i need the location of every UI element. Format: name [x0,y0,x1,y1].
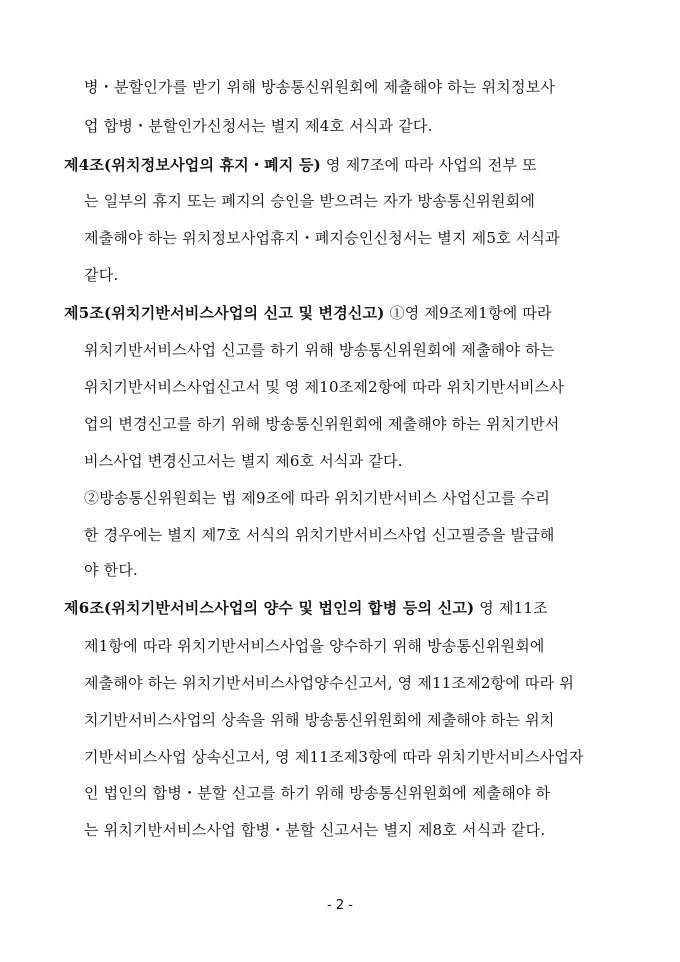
body-text: 치기반서비스사업의 상속을 위해 방송통신위원회에 제출해야 하는 위치 [84,711,555,729]
body-text: 영 제7조에 따라 사업의 전부 또 [320,156,537,174]
body-text: 한 경우에는 별지 제7호 서식의 위치기반서비스사업 신고필증을 발급해 [84,526,555,544]
article-4-heading: 제4조(위치정보사업의 휴지・폐지 등) [64,156,321,174]
body-text: 업 합병・분할인가신청서는 별지 제4호 서식과 같다. [84,117,433,135]
body-text: 영 제11조 [474,599,548,617]
body-text: 같다. [84,266,119,284]
body-text: 위치기반서비스사업신고서 및 영 제10조제2항에 따라 위치기반서비스사 [84,378,565,396]
body-text: 제출해야 하는 위치기반서비스사업양수신고서, 영 제11조제2항에 따라 위 [84,674,575,692]
body-text: 인 법인의 합병・분할 신고를 하기 위해 방송통신위원회에 제출해야 하 [84,784,551,802]
body-text: ②방송통신위원회는 법 제9조에 따라 위치기반서비스 사업신고를 수리 [84,489,551,507]
body-text: ①영 제9조제1항에 따라 [384,304,552,322]
body-text: 업의 변경신고를 하기 위해 방송통신위원회에 제출해야 하는 위치기반서 [84,415,560,433]
body-text: 기반서비스사업 상속신고서, 영 제11조제3항에 따라 위치기반서비스사업자 [84,748,584,766]
body-text: 는 일부의 휴지 또는 폐지의 승인을 받으려는 자가 방송통신위원회에 [84,192,536,210]
article-6-heading: 제6조(위치기반서비스사업의 양수 및 법인의 합병 등의 신고) [64,599,475,617]
body-text: 제출해야 하는 위치정보사업휴지・폐지승인신청서는 별지 제5호 서식과 [84,229,560,247]
body-text: 위치기반서비스사업 신고를 하기 위해 방송통신위원회에 제출해야 하는 [84,341,555,359]
body-text: 제1항에 따라 위치기반서비스사업을 양수하기 위해 방송통신위원회에 [84,637,545,655]
body-text: 병・분할인가를 받기 위해 방송통신위원회에 제출해야 하는 위치정보사 [84,78,556,96]
body-text: 비스사업 변경신고서는 별지 제6호 서식과 같다. [84,452,403,470]
body-text: 야 한다. [84,561,139,579]
article-5-heading: 제5조(위치기반서비스사업의 신고 및 변경신고) [64,304,385,322]
page-number: - 2 - [327,898,353,913]
body-text: 는 위치기반서비스사업 합병・분할 신고서는 별지 제8호 서식과 같다. [84,821,546,839]
